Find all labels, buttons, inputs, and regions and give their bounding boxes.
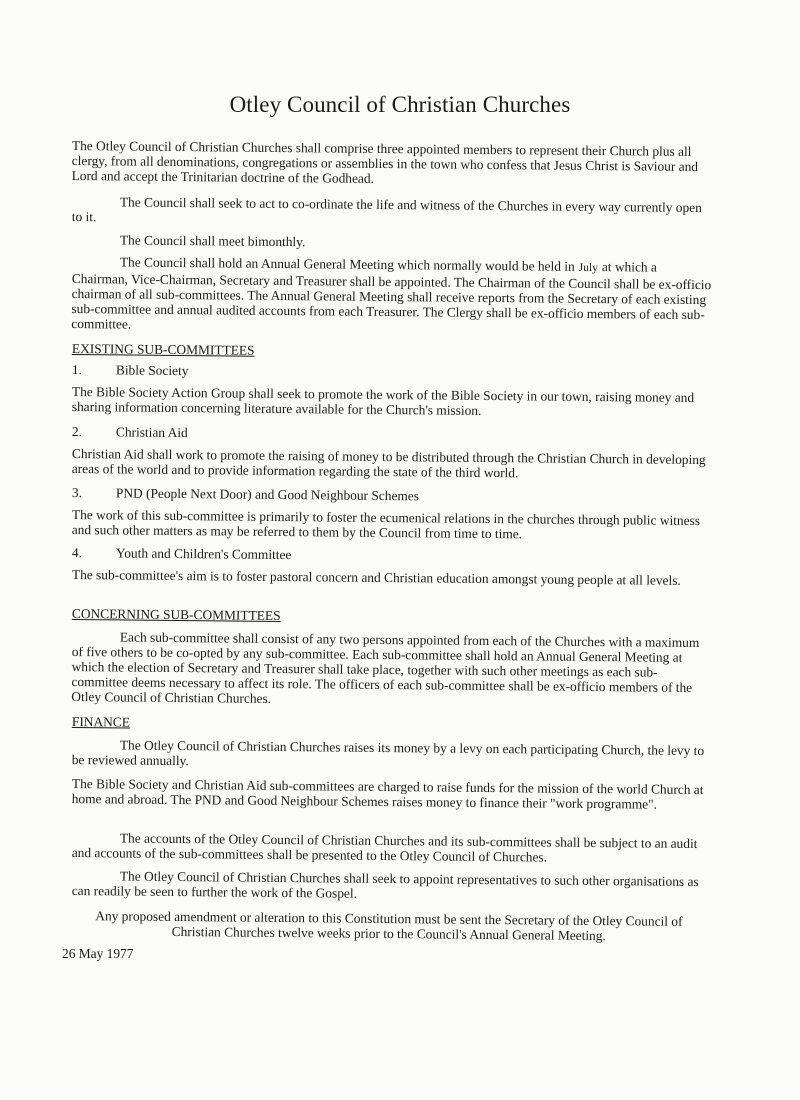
agm-paragraph [71,254,712,337]
heading-concerning-subcommittees: CONCERNING SUB-COMMITTEES [71,606,281,624]
finance-paragraph-4: The Otley Council of Christian Churches shall seek to appoint representatives to such other organisations as can readily be seen to further the work of the Gospel. [71,868,699,901]
subcommittee-4-text: The sub-committee's aim is to foster pastoral concern and Christian education amongst young people at all levels. [71,567,681,588]
coordinate-paragraph: The Council shall seek to act to co-ordinate the life and witness of the Churches in every way currently open to it. [71,194,702,225]
subcommittee-3-heading [72,485,419,504]
subcommittee-4-heading [72,545,292,563]
subcommittee-2-heading [72,424,188,441]
subcommittee-2-name: Christian Aid [115,424,188,441]
subcommittee-3-name: PND (People Next Door) and Good Neighbour Schemes [115,485,420,504]
agm-text-after: at which a Chairman, Vice-Chairman, Secretary and Treasurer shall be appointed. The Chairman of the Council shall be ex-officio chairman of all sub-committees. The Annual General Meeting shall receive reports from the Secretary of each existing sub-committee and annual audited accounts from each Treasurer. The Clergy shall be ex-officio members of each sub-committee. [71,259,712,332]
agm-text-before: The Council shall hold an Annual General Meeting which normally would be held in [119,254,575,274]
finance-paragraph-3: The accounts of the Otley Council of Christian Churches and its sub-committees shall be subject to an audit and accounts of the sub-committees shall be presented to the Otley Council of Churches. [71,830,698,865]
intro-paragraph: The Otley Council of Christian Churches shall comprise three appointed members to represent their Church plus all clergy, from all denominations, congregations or assemblies in the town who confess that Jesus Christ is Saviour and Lord and accept the Trinitarian doctrine of the Godhead. [71,138,699,186]
subcommittee-1-text: The Bible Society Action Group shall seek to promote the work of the Bible Society in our town, raising money and sharing information concerning literature available for the Church's mission. [71,384,695,418]
subcommittee-3-text: The work of this sub-committee is primarily to foster the ecumenical relations in the churches through public witness and such other matters as may be referred to them by the Council from time to time. [71,507,701,542]
amendment-paragraph: Any proposed amendment or alteration to this Constitution must be sent the Secretary of the Otley Council of Christian Churches twelve weeks prior to the Council's Annual General Meeting. [95,908,683,944]
heading-finance: FINANCE [71,714,131,730]
subcommittee-1-name: Bible Society [115,362,189,379]
finance-paragraph-2: The Bible Society and Christian Aid sub-committees are charged to raise funds for the mission of the world Church at home and abroad. The PND and Good Neighbour Schemes raises money to finance their "work programme". [71,776,704,812]
subcommittee-3-number: 3. [71,485,83,501]
document-title: Otley Council of Christian Churches [229,92,571,117]
agm-month: July [578,261,598,275]
document-date: 26 May 1977 [62,946,134,961]
meet-paragraph: The Council shall meet bimonthly. [119,232,306,250]
subcommittee-4-number: 4. [71,545,83,561]
subcommittee-1-heading [72,362,189,379]
subcommittee-2-number: 2. [71,424,83,440]
concerning-paragraph: Each sub-committee shall consist of any two persons appointed from each of the Churches with a maximum of five others to be co-opted by any sub-committee. Each sub-committee shall hold an Annual General Meeting at which the election of Secretary and Treasurer shall take place, together with such other meetings as each sub-committee deems necessary to affect its role. The officers of each sub-committee shall be ex-officio members of the Otley Council of Christian Churches. [71,629,700,706]
heading-existing-subcommittees: EXISTING SUB-COMMITTEES [71,341,255,358]
finance-paragraph-1: The Otley Council of Christian Churches raises its money by a levy on each participating Church, the levy to be reviewed annually. [71,737,705,769]
subcommittee-4-name: Youth and Children's Committee [115,545,292,563]
subcommittee-2-text: Christian Aid shall work to promote the raising of money to be distributed through the Christian Church in developing areas of the world and to provide information regarding the state of the third world. [71,446,706,481]
subcommittee-1-number: 1. [71,362,83,378]
